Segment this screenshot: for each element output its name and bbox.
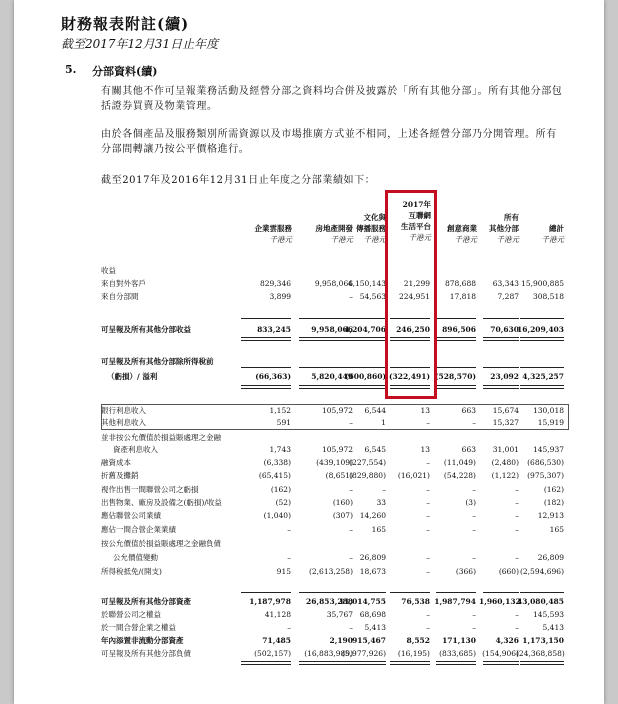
table-cell: 43,080,485 — [517, 597, 564, 606]
table-cell: (1,040) — [263, 511, 291, 520]
table-cell: – — [472, 610, 476, 619]
paragraph-results-intro: 截至2017年及2016年12月31日止年度之分部業績如下： — [101, 175, 376, 186]
table-cell: 9,958,066 — [311, 325, 353, 334]
table-cell: 26,809 — [359, 553, 386, 562]
column-header-creative-business: 創意商業 千港元 — [447, 224, 477, 244]
table-cell: 5,413 — [364, 623, 386, 632]
table-cell: 4,325,257 — [522, 372, 564, 381]
row-label: 可呈報及所有其他分部資產 — [101, 597, 191, 606]
table-cell: – — [426, 511, 430, 520]
rule-line — [241, 661, 291, 665]
row-label: 折舊及攤銷 — [101, 471, 139, 480]
rule-line — [241, 367, 291, 368]
table-cell: 11,014,755 — [339, 597, 386, 606]
table-cell: – — [349, 418, 353, 427]
table-cell: 71,485 — [262, 636, 291, 645]
rule-line — [436, 367, 476, 368]
table-cell: – — [426, 610, 430, 619]
table-cell: (322,491) — [388, 372, 430, 381]
table-cell: (3) — [465, 498, 476, 507]
table-cell: – — [472, 525, 476, 534]
column-header-culture-media: 文化與 傳播服務 千港元 — [356, 213, 386, 244]
table-cell: (24,368,858) — [516, 649, 565, 658]
row-label: 於一間合營企業之權益 — [101, 623, 176, 632]
table-cell: – — [515, 485, 519, 494]
table-cell: 31,001 — [492, 445, 519, 454]
table-cell: 915,467 — [352, 636, 386, 645]
table-cell: 105,972 — [321, 406, 353, 415]
row-label: 應佔一間合營企業業績 — [101, 525, 176, 534]
rule-line — [436, 592, 476, 593]
table-cell: – — [349, 623, 353, 632]
table-cell: (975,307) — [527, 471, 564, 480]
table-cell: 5,820,449 — [311, 372, 353, 381]
rule-line — [340, 318, 386, 319]
table-cell: 18,673 — [359, 567, 386, 576]
row-label: 所得稅抵免/(開支) — [101, 567, 162, 576]
rule-line — [390, 661, 430, 665]
table-cell: 26,809 — [537, 553, 564, 562]
row-label: 視作出售一間聯營公司之虧損 — [101, 485, 199, 494]
table-cell: 15,919 — [537, 418, 564, 427]
table-cell: – — [472, 418, 476, 427]
table-cell: 1,743 — [269, 445, 291, 454]
row-label: 可呈報及所有其他分部收益 — [101, 325, 191, 334]
row-label: 公允價值變動 — [113, 553, 158, 562]
table-cell: (65,415) — [258, 471, 291, 480]
row-label: 並非按公允價值於損益賬處理之金融 — [101, 433, 221, 442]
table-cell: 68,698 — [359, 610, 386, 619]
table-cell: (162) — [270, 485, 291, 494]
table-cell: (16,883,989) — [304, 649, 353, 658]
rule-line — [340, 661, 386, 665]
rule-line — [520, 337, 564, 341]
table-cell: 15,900,885 — [521, 279, 564, 288]
row-label: 出售物業、廠房及設備之(虧損)/收益 — [101, 498, 222, 507]
table-cell: – — [287, 553, 291, 562]
rule-line — [483, 592, 519, 593]
table-cell: (502,157) — [254, 649, 291, 658]
table-cell: (6,338) — [263, 458, 291, 467]
table-cell: 878,688 — [444, 279, 476, 288]
table-cell: 33 — [376, 498, 386, 507]
table-cell: – — [515, 511, 519, 520]
rule-line — [436, 337, 476, 341]
table-cell: (162) — [543, 485, 564, 494]
table-cell: 4,204,706 — [344, 325, 386, 334]
table-cell: 1 — [381, 418, 386, 427]
table-cell: – — [472, 485, 476, 494]
table-cell: (366) — [455, 567, 476, 576]
interest-income-box — [101, 404, 569, 430]
rule-line — [436, 385, 476, 389]
rule-line — [483, 385, 519, 389]
row-label: 銀行利息收入 — [101, 406, 146, 415]
rule-line — [340, 385, 386, 389]
table-cell: 145,593 — [532, 610, 564, 619]
table-cell: (8,651) — [325, 471, 353, 480]
rule-line — [241, 337, 291, 341]
table-cell: – — [426, 485, 430, 494]
table-cell: 23,092 — [490, 372, 519, 381]
table-cell: 76,538 — [401, 597, 430, 606]
table-cell: 15,327 — [492, 418, 519, 427]
table-cell: – — [426, 458, 430, 467]
row-label: 收益 — [101, 266, 116, 275]
rule-line — [483, 661, 519, 665]
table-cell: (2,480) — [491, 458, 519, 467]
table-cell: 591 — [276, 418, 291, 427]
table-cell: 1,152 — [269, 406, 291, 415]
table-cell: 165 — [371, 525, 386, 534]
rule-line — [241, 592, 291, 593]
section-title: 分部資料(續) — [92, 65, 158, 78]
rule-line — [483, 337, 519, 341]
table-cell: – — [287, 623, 291, 632]
table-cell: – — [426, 418, 430, 427]
table-cell: – — [349, 525, 353, 534]
table-cell: 9,958,066 — [314, 279, 353, 288]
table-cell: 915 — [276, 567, 291, 576]
table-cell: 70,630 — [490, 325, 519, 334]
rule-line — [520, 367, 564, 368]
table-cell: – — [426, 553, 430, 562]
row-label: 資產利息收入 — [113, 445, 158, 454]
table-cell: 13 — [420, 406, 430, 415]
table-cell: 1,960,132 — [479, 597, 521, 606]
page-subtitle: 截至2017年12月31日止年度 — [61, 37, 219, 51]
table-cell: 1,187,978 — [249, 597, 291, 606]
table-cell: – — [515, 525, 519, 534]
table-cell: (1,122) — [491, 471, 519, 480]
table-cell: 165 — [549, 525, 564, 534]
rule-line — [483, 367, 519, 368]
table-cell: (528,570) — [434, 372, 476, 381]
table-cell: (686,530) — [527, 458, 564, 467]
table-cell: (16,195) — [397, 649, 430, 658]
table-cell: 145,937 — [532, 445, 564, 454]
row-label: 融資成本 — [101, 458, 131, 467]
table-cell: 17,818 — [449, 292, 476, 301]
column-header-internet-platform: 2017年 互聯網 生活平台 千港元 — [401, 200, 431, 242]
row-label: 來自分部間 — [101, 292, 139, 301]
table-cell: (182) — [543, 498, 564, 507]
table-cell: 224,951 — [398, 292, 430, 301]
table-cell: 833,245 — [257, 325, 291, 334]
column-header-real-estate: 房地產開發 千港元 — [315, 224, 353, 244]
table-cell: 171,130 — [442, 636, 476, 645]
page-title: 財務報表附註(續) — [61, 15, 190, 33]
table-cell: 12,913 — [537, 511, 564, 520]
rule-line — [390, 592, 430, 593]
table-cell: 246,250 — [396, 325, 430, 334]
table-cell: (11,049) — [443, 458, 476, 467]
section-number: 5. — [65, 63, 77, 76]
table-cell: (307) — [332, 511, 353, 520]
rule-line — [340, 367, 386, 368]
table-cell: 41,128 — [264, 610, 291, 619]
row-label: 其他利息收入 — [101, 418, 146, 427]
paragraph-other-segments: 有關其他不作可呈報業務活動及經營分部之資料均合併及披露於「所有其他分部」。所有其他分部包括證券買賣及物業管理。 — [101, 86, 563, 112]
rule-line — [520, 318, 564, 319]
table-cell: (439,109) — [316, 458, 353, 467]
table-cell: – — [349, 485, 353, 494]
table-cell: – — [515, 553, 519, 562]
table-cell: (66,363) — [255, 372, 291, 381]
table-cell: 2,190 — [329, 636, 353, 645]
rule-line — [483, 318, 519, 319]
table-cell: – — [472, 623, 476, 632]
table-cell: 130,018 — [532, 406, 564, 415]
row-label: 可呈報及所有其他分部負債 — [101, 649, 191, 658]
table-cell: 16,209,403 — [517, 325, 564, 334]
row-label: 可呈報及所有其他分部除所得稅前 — [101, 357, 214, 366]
rule-line — [520, 661, 564, 665]
row-label: 來自對外客戶 — [101, 279, 146, 288]
rule-line — [436, 661, 476, 665]
table-cell: (5,977,926) — [341, 649, 386, 658]
rule-line — [241, 385, 291, 389]
table-cell: – — [426, 525, 430, 534]
table-cell: (660) — [498, 567, 519, 576]
table-cell: 1,987,794 — [434, 597, 476, 606]
rule-line — [520, 592, 564, 593]
table-cell: – — [472, 511, 476, 520]
table-cell: (833,685) — [439, 649, 476, 658]
table-cell: (52) — [275, 498, 291, 507]
document-page — [14, 0, 604, 704]
table-cell: – — [426, 567, 430, 576]
table-cell: 105,972 — [321, 445, 353, 454]
table-cell: 1,173,150 — [522, 636, 564, 645]
table-cell: (829,880) — [349, 471, 386, 480]
table-cell: 663 — [461, 445, 476, 454]
table-cell: – — [349, 553, 353, 562]
table-cell: 3,899 — [269, 292, 291, 301]
column-header-all-other: 所有 其他分部 千港元 — [489, 213, 519, 244]
rule-line — [520, 385, 564, 389]
table-cell: 5,413 — [542, 623, 564, 632]
rule-line — [436, 318, 476, 319]
table-cell: 15,674 — [492, 406, 519, 415]
table-cell: (54,228) — [443, 471, 476, 480]
table-cell: (600,860) — [344, 372, 386, 381]
internet-platform-highlight — [385, 190, 437, 399]
column-header-total: 總計 千港元 — [541, 224, 564, 244]
table-cell: (16,021) — [397, 471, 430, 480]
table-cell: – — [287, 525, 291, 534]
table-cell: 6,544 — [364, 406, 386, 415]
rule-line — [241, 318, 291, 319]
table-cell: – — [382, 485, 386, 494]
rule-line — [340, 337, 386, 341]
table-cell: – — [472, 553, 476, 562]
row-label: 於聯營公司之權益 — [101, 610, 161, 619]
table-cell: – — [515, 498, 519, 507]
table-cell: (227,554) — [349, 458, 386, 467]
table-cell: 35,767 — [326, 610, 353, 619]
row-label: 年內添置非流動分部資產 — [101, 636, 184, 645]
table-cell: 829,346 — [259, 279, 291, 288]
table-cell: (2,594,696) — [519, 567, 564, 576]
table-cell: 4,326 — [495, 636, 519, 645]
table-cell: 4,150,143 — [347, 279, 386, 288]
table-cell: – — [349, 292, 353, 301]
table-cell: – — [426, 498, 430, 507]
table-cell: (160) — [332, 498, 353, 507]
table-cell: 308,518 — [532, 292, 564, 301]
table-cell: 14,260 — [359, 511, 386, 520]
paragraph-management: 由於各個產品及服務類別所需資源以及市場推廣方式並不相同，上述各經營分部乃分開管理。所有分部間轉讓乃按公平價格進行。 — [101, 129, 557, 155]
table-cell: – — [426, 623, 430, 632]
rule-line — [340, 592, 386, 593]
column-header-enterprise-cloud: 企業雲服務 千港元 — [254, 224, 292, 244]
table-cell: 13 — [420, 445, 430, 454]
table-cell: 6,545 — [364, 445, 386, 454]
table-cell: 8,552 — [406, 636, 430, 645]
row-label: 按公允價值於損益賬處理之金融負債 — [101, 539, 221, 548]
row-label: 應佔聯營公司業績 — [101, 511, 161, 520]
table-cell: – — [515, 623, 519, 632]
table-cell: 7,287 — [497, 292, 519, 301]
table-cell: 63,343 — [492, 279, 519, 288]
table-cell: 21,299 — [403, 279, 430, 288]
row-label: （虧損）/ 溢利 — [107, 372, 158, 381]
table-cell: – — [515, 610, 519, 619]
table-cell: 26,853,288 — [306, 597, 353, 606]
table-cell: 54,563 — [359, 292, 386, 301]
table-cell: (2,613,258) — [308, 567, 353, 576]
table-cell: 896,506 — [442, 325, 476, 334]
table-cell: (154,906) — [482, 649, 519, 658]
table-cell: 663 — [461, 406, 476, 415]
